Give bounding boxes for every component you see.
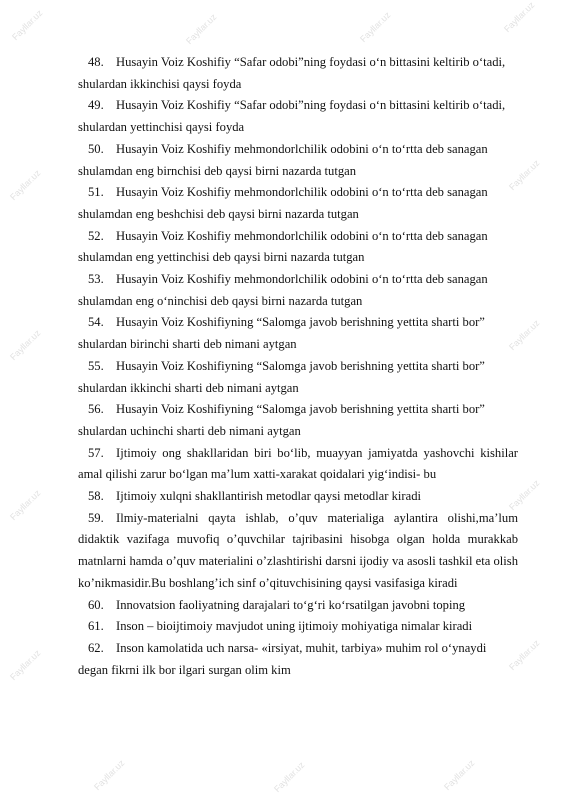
watermark: Fayllar.uz (10, 7, 45, 43)
question-number: 55. (88, 358, 104, 373)
watermark: Fayllar.uz (184, 11, 219, 47)
question-51 (78, 182, 518, 225)
question-number: 49. (88, 98, 104, 113)
question-50 (78, 139, 518, 182)
watermark: Fayllar.uz (507, 637, 542, 673)
question-text: Husayin Voiz Koshifiyning “Salomga javob berishning yettita sharti bor” shulardan birinchi sharti deb nimani aytgan (78, 315, 485, 352)
question-number: 56. (88, 402, 104, 417)
question-list (78, 52, 518, 681)
question-52 (78, 226, 518, 269)
watermark: Fayllar.uz (442, 757, 477, 793)
question-text: Innovatsion faoliyatning darajalari to‘g‘ri ko‘rsatilgan javobni toping (116, 597, 466, 612)
watermark: Fayllar.uz (358, 9, 393, 45)
question-58 (78, 486, 518, 508)
question-49 (78, 95, 518, 138)
watermark: Fayllar.uz (272, 759, 307, 795)
question-54 (78, 312, 518, 355)
question-number: 50. (88, 141, 104, 156)
question-number: 53. (88, 272, 104, 287)
watermark: Fayllar.uz (507, 477, 542, 513)
question-55 (78, 356, 518, 399)
question-number: 62. (88, 640, 104, 655)
question-60 (78, 595, 518, 617)
question-56 (78, 399, 518, 442)
watermark: Fayllar.uz (507, 157, 542, 193)
question-text: Husayin Voiz Koshifiy “Safar odobi”ning foydasi o‘n bittasini keltirib o‘tadi, shulardan yettinchisi qaysi foyda (78, 98, 506, 135)
question-59 (78, 508, 518, 595)
watermark: Fayllar.uz (92, 757, 127, 793)
question-57 (78, 443, 518, 486)
question-61 (78, 616, 518, 638)
question-number: 51. (88, 185, 104, 200)
question-text: Husayin Voiz Koshifiy mehmondorlchilik odobini o‘n to‘rtta deb sanagan shulamdan eng beshchisi deb qaysi birni nazarda tutgan (78, 185, 488, 221)
question-number: 48. (88, 55, 104, 69)
watermark: Fayllar.uz (502, 0, 537, 35)
question-text: Ijtimoiy xulqni shakllantirish metodlar qaysi metodlar kiradi (116, 489, 421, 504)
question-text: Husayin Voiz Koshifiy mehmondorlchilik odobini o‘n to‘rtta deb sanagan shulamdan eng o‘ninchisi deb qaysi birni nazarda tutgan (78, 272, 488, 308)
question-text: Husayin Voiz Koshifiy mehmondorlchilik odobini o‘n to‘rtta deb sanagan shulamdan eng yettinchisi deb qaysi birni nazarda tutgan (78, 228, 488, 265)
question-number: 58. (88, 489, 104, 504)
question-text: Husayin Voiz Koshifiy mehmondorlchilik odobini o‘n to‘rtta deb sanagan shulamdan eng birnchisi deb qaysi birni nazarda tutgan (78, 141, 488, 178)
question-number: 61. (88, 619, 104, 634)
question-text: Husayin Voiz Koshifiyning “Salomga javob berishning yettita sharti bor” shulardan ikkinchi sharti deb nimani aytgan (78, 358, 485, 395)
question-text: Inson kamolatida uch narsa- «irsiyat, muhit, tarbiya» muhim rol o‘ynaydi degan fikrni ilk bor ilgari surgan olim kim (78, 640, 487, 677)
question-48 (78, 52, 518, 95)
question-text: Ilmiy-materialni qayta ishlab, o’quv materialiga aylantira olishi,ma’lum didaktik vazifaga muvofiq o’quvchilar tajribasini hisobga olgan holda murakkab matnlarni hamda o’quv materialini o’zlashtirishi darsni ijodiy va asosli tashkil eta olish ko’nikmasidir.Bu boshlang’ich sinf o’qituvchisining qaysi vasifasiga kiradi (78, 510, 518, 590)
question-62 (78, 638, 518, 681)
watermark: Fayllar.uz (8, 487, 43, 523)
question-text: Ijtimoiy ong shakllaridan biri bo‘lib, muayyan jamiyatda yashovchi kishilar amal qilishi zarur bo‘lgan ma’lum xatti-xarakat qoidalari yig‘indisi- bu (78, 445, 518, 482)
watermark: Fayllar.uz (507, 317, 542, 353)
question-53 (78, 269, 518, 312)
question-text: Husayin Voiz Koshifiy “Safar odobi”ning foydasi o‘n bittasini keltirib o‘tadi, shulardan ikkinchisi qaysi foyda (78, 55, 506, 91)
watermark: Fayllar.uz (8, 167, 43, 203)
question-number: 60. (88, 597, 104, 612)
question-number: 59. (88, 510, 104, 525)
watermark: Fayllar.uz (8, 647, 43, 683)
watermark: Fayllar.uz (8, 327, 43, 363)
question-text: Inson – bioijtimoiy mavjudot uning ijtimoiy mohiyatiga nimalar kiradi (116, 619, 473, 634)
question-number: 52. (88, 228, 104, 243)
question-number: 54. (88, 315, 104, 330)
question-number: 57. (88, 445, 104, 460)
question-text: Husayin Voiz Koshifiyning “Salomga javob berishning yettita sharti bor” shulardan uchinchi sharti deb nimani aytgan (78, 402, 485, 438)
